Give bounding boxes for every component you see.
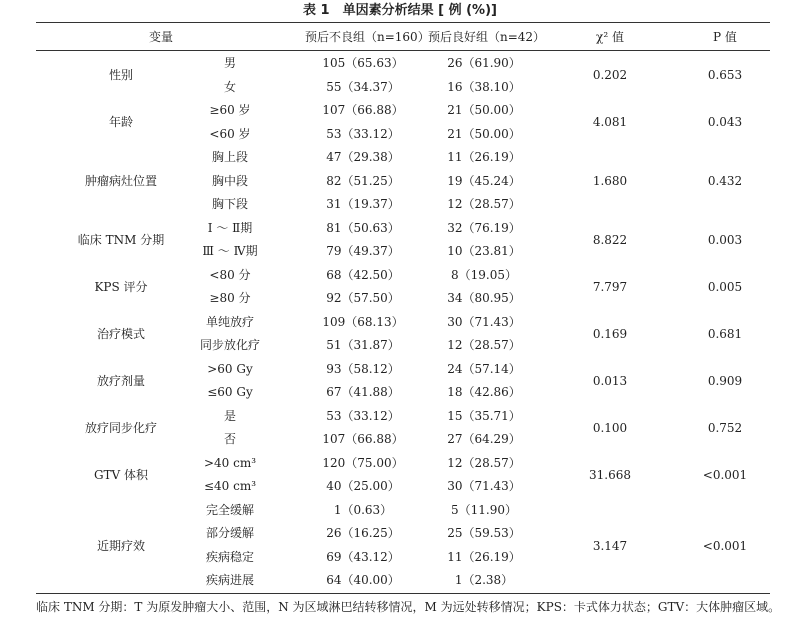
subcategory-label: 疾病稳定 — [205, 549, 254, 564]
subcategory-label: ≤40 cm³ — [203, 479, 257, 493]
good-group-value: 10（23.81） — [447, 244, 521, 258]
poor-group-value: 53（33.12） — [326, 408, 400, 423]
good-group-value: 1（2.38） — [454, 573, 514, 587]
poor-group-value: 40（25.00） — [326, 479, 400, 493]
top-rule — [36, 22, 770, 23]
poor-group-value: 55（34.37） — [326, 79, 400, 94]
poor-group-value: 81（50.63） — [326, 220, 400, 235]
p-value: 0.003 — [707, 232, 743, 247]
poor-group-value: 26（16.25） — [326, 526, 400, 540]
header-poor-group: 预后不良组（n=160） — [305, 30, 430, 44]
subcategory-label: 胸上段 — [211, 150, 248, 164]
variable-name: 放疗剂量 — [96, 373, 145, 388]
good-group-value: 19（45.24） — [447, 173, 521, 188]
poor-group-value: 64（40.00） — [326, 573, 400, 587]
subcategory-label: >60 Gy — [207, 361, 253, 376]
poor-group-value: 47（29.38） — [326, 150, 400, 164]
good-group-value: 11（26.19） — [447, 549, 521, 564]
p-value: 0.752 — [707, 420, 743, 435]
chi-square-value: 31.668 — [589, 467, 631, 482]
p-value: 0.909 — [707, 373, 743, 388]
subcategory-label: 是 — [223, 408, 236, 423]
chi-square-value: 0.013 — [592, 373, 628, 388]
good-group-value: 16（38.10） — [447, 79, 521, 94]
subcategory-label: 胸中段 — [211, 173, 248, 188]
header-chi-square: χ² 值 — [596, 30, 624, 44]
p-value: 0.653 — [707, 68, 743, 82]
chi-square-value: 7.797 — [592, 279, 628, 294]
table-footnote: 临床 TNM 分期：T 为原发肿瘤大小、范围，N 为区域淋巴结转移情况，M 为远处转移情况；KPS：卡式体力状态；GTV：大体肿瘤区域。 — [36, 600, 781, 614]
subcategory-label: 完全缓解 — [205, 502, 254, 517]
good-group-value: 8（19.05） — [451, 267, 517, 282]
good-group-value: 24（57.14） — [447, 361, 521, 376]
chi-square-value: 1.680 — [592, 174, 628, 188]
bottom-rule — [36, 593, 770, 594]
good-group-value: 30（71.43） — [447, 314, 521, 329]
p-value: 0.681 — [707, 326, 743, 341]
poor-group-value: 79（49.37） — [326, 244, 400, 258]
poor-group-value: 82（51.25） — [326, 173, 400, 188]
subcategory-label: 否 — [223, 432, 236, 446]
good-group-value: 5（11.90） — [451, 502, 517, 517]
good-group-value: 32（76.19） — [447, 220, 521, 235]
subcategory-label: ≤60 Gy — [207, 385, 253, 399]
variable-name: 治疗模式 — [96, 326, 145, 341]
subcategory-label: <60 岁 — [209, 126, 251, 141]
subcategory-label: >40 cm³ — [203, 455, 257, 470]
poor-group-value: 107（66.88） — [322, 432, 404, 446]
subcategory-label: 单纯放疗 — [205, 314, 254, 329]
poor-group-value: 109（68.13） — [322, 314, 404, 329]
poor-group-value: 68（42.50） — [326, 267, 400, 282]
p-value: 0.005 — [707, 279, 743, 294]
header-variable: 变量 — [148, 30, 173, 44]
poor-group-value: 67（41.88） — [326, 385, 400, 399]
variable-name: 放疗同步化疗 — [84, 420, 157, 435]
p-value: <0.001 — [702, 538, 748, 553]
subcategory-label: ≥80 分 — [209, 291, 251, 305]
header-p-value: P 值 — [713, 30, 737, 44]
good-group-value: 12（28.57） — [447, 197, 521, 211]
good-group-value: 27（64.29） — [447, 432, 521, 446]
poor-group-value: 92（57.50） — [326, 291, 400, 305]
variable-name: 性别 — [108, 68, 133, 82]
good-group-value: 25（59.53） — [447, 526, 521, 540]
poor-group-value: 120（75.00） — [322, 455, 404, 470]
good-group-value: 30（71.43） — [447, 479, 521, 493]
poor-group-value: 105（65.63） — [322, 56, 404, 70]
chi-square-value: 0.100 — [592, 420, 628, 435]
variable-name: 年龄 — [108, 115, 133, 129]
header-good-group: 预后良好组（n=42） — [428, 30, 546, 44]
header-rule — [36, 50, 770, 51]
good-group-value: 18（42.86） — [447, 385, 521, 399]
subcategory-label: ≥60 岁 — [209, 103, 251, 117]
subcategory-label: 男 — [223, 56, 236, 70]
subcategory-label: 疾病进展 — [205, 573, 254, 587]
chi-square-value: 4.081 — [592, 115, 628, 129]
p-value: 0.432 — [707, 174, 743, 188]
table-caption: 表 1 单因素分析结果 [ 例 (%)] — [303, 3, 497, 18]
subcategory-label: Ⅰ ～ Ⅱ期 — [207, 220, 253, 235]
variable-name: 肿瘤病灶位置 — [84, 174, 157, 188]
subcategory-label: Ⅲ ～ Ⅳ期 — [202, 244, 258, 258]
good-group-value: 26（61.90） — [447, 56, 521, 70]
good-group-value: 12（28.57） — [447, 455, 521, 470]
good-group-value: 34（80.95） — [447, 291, 521, 305]
poor-group-value: 107（66.88） — [322, 103, 404, 117]
subcategory-label: 女 — [223, 79, 236, 94]
chi-square-value: 8.822 — [592, 232, 628, 247]
subcategory-label: 胸下段 — [211, 197, 248, 211]
p-value: <0.001 — [702, 467, 748, 482]
poor-group-value: 53（33.12） — [326, 126, 400, 141]
good-group-value: 12（28.57） — [447, 338, 521, 352]
good-group-value: 21（50.00） — [447, 126, 521, 141]
variable-name: KPS 评分 — [94, 279, 148, 294]
poor-group-value: 31（19.37） — [326, 197, 400, 211]
variable-name: 近期疗效 — [96, 538, 145, 553]
subcategory-label: 部分缓解 — [205, 526, 254, 540]
poor-group-value: 51（31.87） — [326, 338, 400, 352]
p-value: 0.043 — [707, 115, 743, 129]
poor-group-value: 1（0.63） — [333, 502, 393, 517]
good-group-value: 21（50.00） — [447, 103, 521, 117]
poor-group-value: 93（58.12） — [326, 361, 400, 376]
variable-name: 临床 TNM 分期 — [77, 232, 165, 247]
poor-group-value: 69（43.12） — [326, 549, 400, 564]
chi-square-value: 0.202 — [592, 68, 628, 82]
subcategory-label: 同步放化疗 — [199, 338, 260, 352]
good-group-value: 15（35.71） — [447, 408, 521, 423]
variable-name: GTV 体积 — [93, 467, 149, 482]
subcategory-label: <80 分 — [209, 267, 251, 282]
chi-square-value: 3.147 — [592, 538, 628, 553]
chi-square-value: 0.169 — [592, 326, 628, 341]
good-group-value: 11（26.19） — [447, 150, 521, 164]
